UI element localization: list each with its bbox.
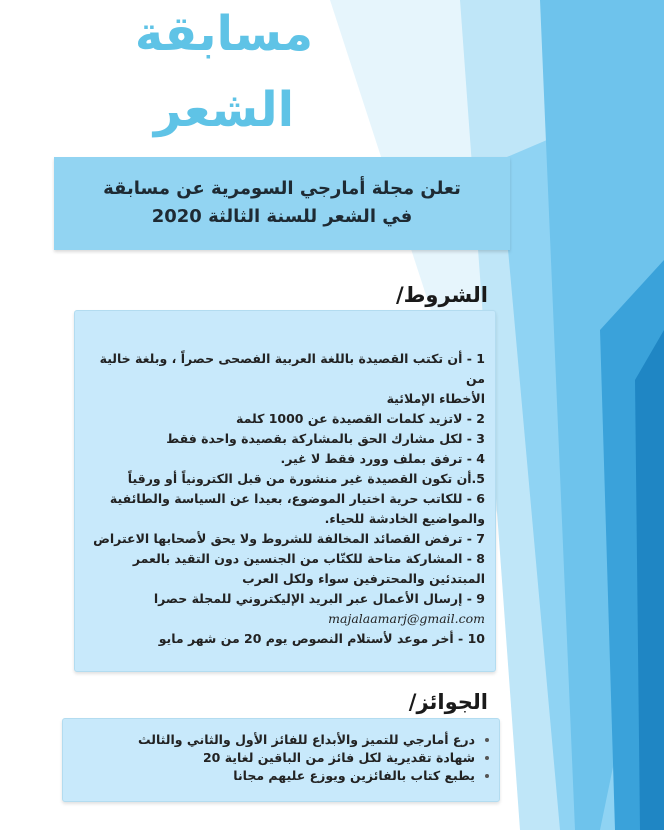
prizes-list <box>63 719 499 785</box>
conditions-box <box>74 310 496 672</box>
prize-label: درع أمارجي للتميز والأبداع للفائز الأول والثاني والثالث <box>138 732 475 747</box>
prize-label: شهادة تقديرية لكل فائز من الباقين لغاية 20 <box>202 750 475 765</box>
condition-line: 9 - إرسال الأعمال عبر البريد الإليكتروني للمجلة حصرا <box>153 591 485 606</box>
condition-line: المبتدئين والمحترفين سواء ولكل العرب <box>242 571 485 586</box>
bullet-icon <box>485 774 489 778</box>
condition-line: 2 - لاتزيد كلمات القصيدة عن 1000 كلمة <box>236 411 485 426</box>
prize-item <box>73 731 475 749</box>
condition-line: والمواضيع الخادشة للحياء. <box>324 511 485 526</box>
email-address: majalaamarj@gmail.com <box>328 611 485 626</box>
condition-line: 3 - لكل مشارك الحق بالمشاركة بقصيدة واحدة فقط <box>166 431 485 446</box>
bullet-icon <box>485 756 489 760</box>
conditions-heading: الشروط/ <box>395 283 488 307</box>
condition-line: 6 - للكاتب حرية اختيار الموضوع، بعيدا عن السياسة والطائفية <box>109 491 485 506</box>
condition-line: 1 - أن تكتب القصيدة باللغة العربية الفصحى حصراً ، وبلغة خالية من <box>99 351 485 386</box>
page-title-line1: مسابقة <box>134 6 314 62</box>
prize-label: يطبع كتاب بالفائزين ويوزع عليهم مجانا <box>233 768 475 783</box>
conditions-list <box>75 311 495 649</box>
prize-item <box>73 749 475 767</box>
bullet-icon <box>485 738 489 742</box>
condition-line: 7 - ترفض القصائد المخالفة للشروط ولا يحق لأصحابها الاعتراض <box>93 531 485 546</box>
prizes-box <box>62 718 500 802</box>
banner-line2: في الشعر للسنة الثالثة 2020 <box>151 206 413 227</box>
condition-line: 5.أن تكون القصيدة غير منشورة من قبل الكترونياً أو ورقياً <box>127 471 485 486</box>
page-title-line2: الشعر <box>153 82 295 138</box>
condition-line: 4 - ترفق بملف وورد فقط لا غير. <box>280 451 485 466</box>
prizes-heading: الجوائز/ <box>408 690 488 714</box>
banner-line1: تعلن مجلة أمارجي السومرية عن مسابقة <box>103 178 461 199</box>
condition-line: 10 - أخر موعد لأستلام النصوص يوم 20 من شهر مايو <box>158 631 485 646</box>
prize-item <box>73 767 475 785</box>
announcement-banner <box>54 157 510 250</box>
condition-line: الأخطاء الإملائية <box>386 391 485 406</box>
condition-line: 8 - المشاركة متاحة للكتّاب من الجنسين دون التقيد بالعمر <box>132 551 485 566</box>
